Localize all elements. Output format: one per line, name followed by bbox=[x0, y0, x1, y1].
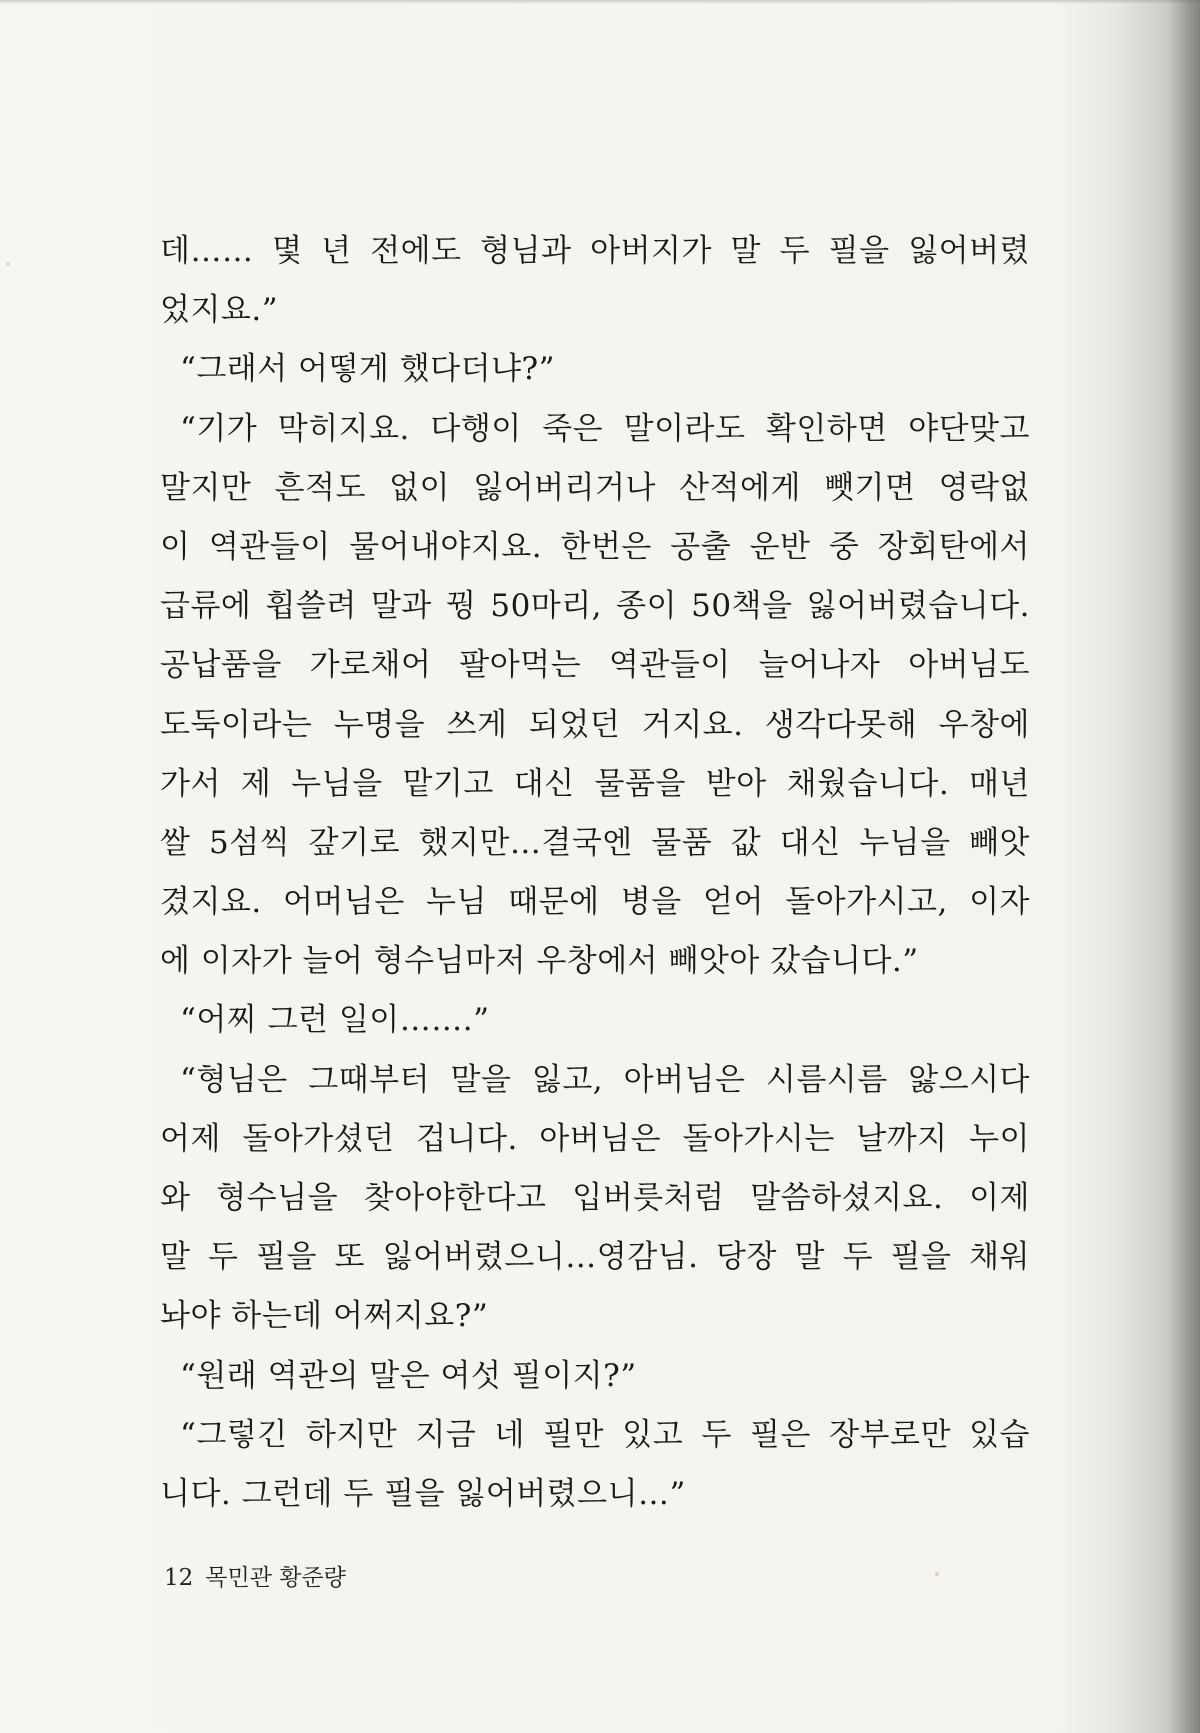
text-line: 니다. 그런데 두 필을 잃어버렸으니…” bbox=[160, 1475, 686, 1512]
body-text bbox=[160, 222, 1030, 1524]
text-line: 쌀 5섬씩 갚기로 했지만…결국엔 물품 값 대신 누님을 빼앗 bbox=[160, 824, 1030, 861]
text-line: “어찌 그런 일이…….” bbox=[180, 1002, 490, 1039]
page-number: 12 bbox=[164, 1565, 194, 1591]
text-line: 가서 제 누님을 맡기고 대신 물품을 받아 채웠습니다. 매년 bbox=[160, 765, 1030, 802]
text-line: 말지만 흔적도 없이 잃어버리거나 산적에게 뺏기면 영락없 bbox=[160, 469, 1030, 506]
text-line: 에 이자가 늘어 형수님마저 우창에서 빼앗아 갔습니다.” bbox=[160, 943, 919, 980]
scan-speck bbox=[935, 1572, 939, 1576]
text-line: 도둑이라는 누명을 쓰게 되었던 거지요. 생각다못해 우창에 bbox=[160, 706, 1030, 743]
text-line: 었지요.” bbox=[160, 292, 279, 329]
text-line: 이 역관들이 물어내야지요. 한번은 공출 운반 중 장회탄에서 bbox=[160, 528, 1030, 565]
text-line: “기가 막히지요. 다행이 죽은 말이라도 확인하면 야단맞고 bbox=[180, 410, 1030, 447]
text-line: 공납품을 가로채어 팔아먹는 역관들이 늘어나자 아버님도 bbox=[160, 647, 1030, 684]
text-line: “원래 역관의 말은 여섯 필이지?” bbox=[180, 1357, 637, 1394]
text-line: “형님은 그때부터 말을 잃고, 아버님은 시름시름 앓으시다 bbox=[180, 1061, 1030, 1098]
text-line: 와 형수님을 찾아야한다고 입버릇처럼 말씀하셨지요. 이제 bbox=[160, 1180, 1030, 1216]
text-line: 놔야 하는데 어쩌지요?” bbox=[160, 1298, 489, 1335]
text-line: 급류에 휩쓸려 말과 꿩 50마리, 종이 50책을 잃어버렸습니다. bbox=[160, 588, 1030, 625]
scan-speck bbox=[6, 262, 10, 266]
page-gutter-shadow bbox=[1170, 0, 1200, 1733]
text-line: “그렇긴 하지만 지금 네 필만 있고 두 필은 장부로만 있습 bbox=[180, 1416, 1030, 1453]
text-line: “그래서 어떻게 했다더냐?” bbox=[180, 351, 555, 388]
text-line: 데…… 몇 년 전에도 형님과 아버지가 말 두 필을 잃어버렸 bbox=[160, 233, 1030, 269]
scan-edge bbox=[0, 0, 1200, 4]
text-line: 어제 돌아가셨던 겁니다. 아버님은 돌아가시는 날까지 누이 bbox=[160, 1120, 1030, 1157]
text-line: 말 두 필을 또 잃어버렸으니…영감님. 당장 말 두 필을 채워 bbox=[160, 1239, 1030, 1276]
page-footer bbox=[164, 1563, 346, 1593]
text-line: 겼지요. 어머님은 누님 때문에 병을 얻어 돌아가시고, 이자 bbox=[160, 884, 1030, 921]
running-title: 목민관 황준량 bbox=[205, 1565, 346, 1591]
